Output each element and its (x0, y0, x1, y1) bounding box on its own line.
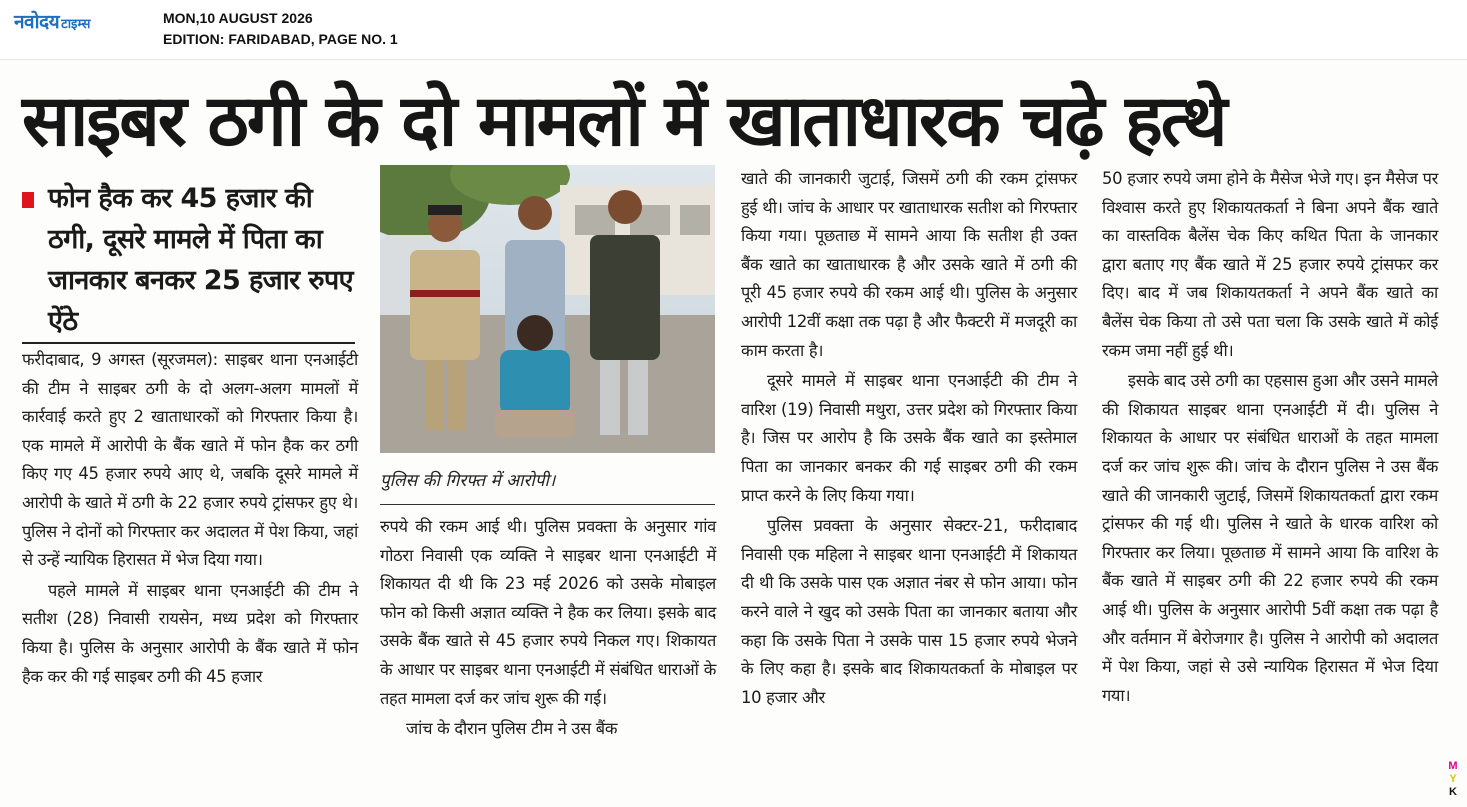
print-registration-marks (1444, 760, 1462, 800)
logo-suffix: टाइम्स (61, 17, 91, 32)
article-headline: साइबर ठगी के दो मामलों में खाताधारक चढ़े हत्थे (22, 79, 1226, 162)
paragraph: पुलिस प्रवक्ता के अनुसार सेक्टर-21, फरीदाबाद निवासी एक महिला ने साइबर थाना एनआईटी में शिकायत दी थी कि उसके पास एक अज्ञात नंबर से फोन आया। फोन करने वाले ने खुद को उसके पिता का जानकार बताया और कहा कि उसके पिता ने उसके पास 15 हजार रुपये भेजने के लिए कहा है। इसके बाद शिकायतकर्ता के मोबाइल पर 10 हजार और (741, 516, 1077, 707)
edition-page: EDITION: FARIDABAD, PAGE NO. 1 (163, 31, 398, 47)
paragraph: फरीदाबाद, 9 अगस्त (सूरजमल): साइबर थाना एनआईटी की टीम ने साइबर ठगी के दो अलग-अलग मामलों में कार्रवाई करते हुए 2 खाताधारकों को गिरफ्तार किया है। एक मामले में आरोपी के बैंक खाते में फोन हैक कर ठगी किए गए 45 हजार रुपये आए थे, जबकि दूसरे मामले में आरोपी के खाते में ठगी के 22 हजार रुपये ट्रांसफर हुए थे। पुलिस ने दोनों को गिरफ्तार कर अदालत में पेश किया, जहां से उन्हें न्यायिक हिरासत में भेज दिया गया। (22, 350, 358, 570)
column-3 (741, 165, 1077, 712)
epaper-header (0, 0, 1467, 60)
paragraph: दूसरे मामले में साइबर थाना एनआईटी की टीम ने वारिश (19) निवासी मथुरा, उत्तर प्रदेश को गिरफ्तार किया है। जिस पर आरोप है कि उसके बैंक खाते का इस्तेमाल पिता का जानकार बनकर की गई साइबर ठगी की रकम प्राप्त करने के लिए किया गया। (741, 371, 1077, 505)
paragraph: इसके बाद उसे ठगी का एहसास हुआ और उसने मामले की शिकायत साइबर थाना एनआईटी में दी। पुलिस ने शिकायत के आधार पर संबंधित धाराओं के तहत मामला दर्ज कर जांच शुरू की। जांच के दौरान पुलिस ने उस बैंक खाते की जानकारी जुटाई, जिसमें शिकायतकर्ता द्वारा रकम ट्रांसफर की गई थी। पुलिस ने खाते के धारक वारिश को गिरफ्तार कर लिया। पूछताछ में सामने आया कि वारिश के बैंक खाते में साइबर ठगी की 22 हजार रुपये की रकम आई थी। पुलिस के अनुसार आरोपी 5वीं कक्षा तक पढ़ा है और वर्तमान में बेरोजगार है। पुलिस ने आरोपी को अदालत में पेश किया, जहां से उसे न्यायिक हिरासत में भेज दिया गया। (1102, 371, 1438, 705)
reg-mark-y: Y (1449, 773, 1457, 785)
reg-mark-k: K (1449, 786, 1457, 798)
newspaper-clipping (0, 60, 1467, 807)
paragraph: खाते की जानकारी जुटाई, जिसमें ठगी की रकम ट्रांसफर हुई थी। जांच के आधार पर खाताधारक सतीश को गिरफ्तार किया गया। पूछताछ में सामने आया कि सतीश ही उक्त बैंक खाते का खाताधारक है और उसके खाते में ठगी की पूरी 45 हजार रुपये की रकम आई थी। पुलिस के अनुसार आरोपी 12वीं कक्षा तक पढ़ा है और फैक्टरी में मजदूरी का काम करता है। (741, 169, 1077, 360)
news-photo (380, 165, 715, 453)
logo-wordmark: नवोदय (14, 11, 60, 33)
paragraph: 50 हजार रुपये जमा होने के मैसेज भेजे गए। इन मैसेज पर विश्वास करते हुए शिकायतकर्ता ने बिना अपने बैंक खाते का वास्तविक बैलेंस चेक किए कथित पिता के जानकार द्वारा बताए गए बैंक खाते में 25 हजार रुपये ट्रांसफर कर दिए। बाद में जब शिकायतकर्ता ने अपने बैंक खाते का बैलेंस चेक किया तो उसे पता चला कि उसके खाते में कोई रकम जमा नहीं हुई थी। (1102, 169, 1438, 360)
newspaper-logo[interactable] (14, 8, 90, 34)
subheadline-rule (22, 342, 355, 344)
edition-info (163, 8, 398, 50)
caption-rule (380, 504, 715, 505)
paragraph: पहले मामले में साइबर थाना एनआईटी की टीम ने सतीश (28) निवासी रायसेन, मध्य प्रदेश को गिरफ्तार किया है। पुलिस के अनुसार आरोपी के बैंक खाते में फोन हैक कर की गई साइबर ठगी की 45 हजार (22, 580, 358, 686)
paragraph: जांच के दौरान पुलिस टीम ने उस बैंक (406, 719, 618, 739)
column-1 (22, 346, 358, 691)
red-square-marker (22, 192, 34, 208)
police-arrest-photo (380, 165, 715, 453)
publication-date: MON,10 AUGUST 2026 (163, 10, 313, 26)
paragraph: रुपये की रकम आई थी। पुलिस प्रवक्ता के अनुसार गांव गोठरा निवासी एक व्यक्ति ने साइबर थाना एनआईटी में शिकायत दी थी कि 23 मई 2026 को उसके मोबाइल फोन को किसी अज्ञात व्यक्ति ने हैक कर लिया। इसके बाद उसके बैंक खाते से 45 हजार रुपये निकल गए। शिकायत के आधार पर साइबर थाना एनआईटी में संबंधित धाराओं के तहत मामला दर्ज कर जांच शुरू की गई। (380, 517, 716, 708)
column-4 (1102, 165, 1438, 710)
subheadline-block (22, 178, 357, 342)
photo-caption: पुलिस की गिरफ्त में आरोपी। (380, 471, 556, 491)
reg-mark-m: M (1448, 760, 1458, 772)
article-subheadline: फोन हैक कर 45 हजार की ठगी, दूसरे मामले में पिता का जानकार बनकर 25 हजार रुपए ऐंठे (48, 183, 353, 337)
column-2 (380, 513, 716, 744)
